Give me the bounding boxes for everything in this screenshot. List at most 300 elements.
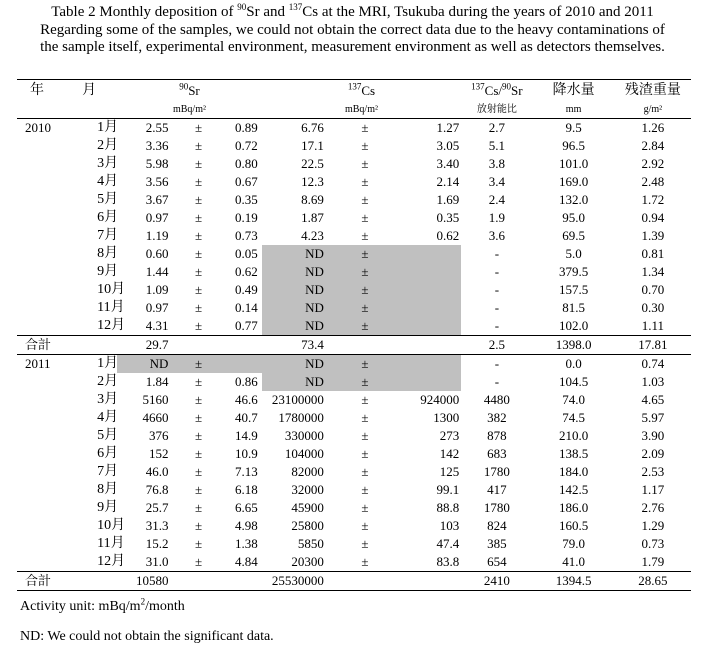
residue-cell: 0.30 [641,300,665,315]
sr90-plusminus-cell: ± [194,518,203,533]
sr90-plusminus-cell: ± [194,138,203,153]
ratio-cell: 824 [487,518,507,533]
precipitation-cell: 101.0 [558,156,589,171]
year-cell [17,391,72,409]
precipitation-cell: 69.5 [562,228,585,243]
cs137-value-cell: 104000 [284,446,324,461]
cs137-error-cell [396,336,461,355]
cs137-plusminus-cell: ± [361,482,369,497]
sr90-value-cell: 15.2 [145,536,169,551]
cs137-error-cell: 47.4 [436,536,460,551]
cs137-plusminus-cell: ± [361,210,369,225]
sr90-plusminus-cell: ± [194,156,203,171]
ratio-cell: 683 [487,446,507,461]
precipitation-cell: 9.5 [565,120,582,135]
table-caption [0,4,705,57]
year-cell [17,499,72,517]
month-cell: 1月 [97,120,119,135]
table-row [17,391,691,409]
sr90-value-cell: 5.98 [145,156,169,171]
sr90-plusminus-cell: ± [194,318,203,333]
sr90-error-cell: 0.19 [234,210,258,225]
sr90-plusminus-cell: ± [172,355,224,374]
cs137-error-cell [396,281,461,299]
table-row [17,263,691,281]
nd-note: ND: We could not obtain the significant data. [20,629,274,644]
month-cell: 3月 [97,392,119,407]
sr90-error-cell: 0.67 [234,174,258,189]
cs137-plusminus-cell: ± [361,410,369,425]
table-row [17,517,691,535]
sr90-value-cell: 4660 [142,410,169,425]
month-cell: 10月 [97,518,126,533]
sr90-plusminus-cell: ± [194,464,203,479]
precipitation-cell: 1394.5 [532,572,614,591]
ratio-cell: - [494,246,500,261]
cs137-value-cell: 32000 [291,482,324,497]
sr90-value-cell: 0.97 [145,300,169,315]
cs137-error-cell [396,373,461,391]
cs137-value-cell: 12.3 [301,174,324,189]
precipitation-cell: 138.5 [558,446,589,461]
sr90-error-cell: 0.14 [234,300,258,315]
sr90-plusminus-cell: ± [194,428,203,443]
sr90-error-cell: 0.73 [234,228,258,243]
cs137-value-cell: 1.87 [301,210,324,225]
unit-sr90: mBq/m² [172,104,206,115]
sr90-value-cell: 3.36 [145,138,169,153]
month-cell: 6月 [97,446,119,461]
ratio-cell: 382 [487,410,507,425]
year-cell [17,263,72,281]
cs137-value-cell: 4.23 [301,228,324,243]
month-cell: 4月 [97,174,119,189]
sr90-plusminus-cell: ± [194,246,203,261]
residue-cell: 1.17 [641,482,665,497]
ratio-cell: - [494,300,500,315]
unit-residue: g/m² [643,104,663,115]
year-cell [17,553,72,572]
cs137-plusminus-cell: ± [361,428,369,443]
ratio-cell: - [494,282,500,297]
table-row [17,245,691,263]
year-cell: 2010 [25,120,51,135]
caption-line-2: Regarding some of the samples, we could not obtain the correct data due to the heavy contaminations of [40,21,665,38]
ratio-cell: 1.9 [488,210,505,225]
month-cell: 6月 [97,210,119,225]
sr90-value-cell: 3.67 [145,192,169,207]
sr90-value-cell: 2.55 [145,120,169,135]
cs137-error-cell: 1.27 [436,120,460,135]
cs137-value-cell: 20300 [291,554,324,569]
caption-line-3: the sample itself, experimental environment, measurement environment as well as detectors themselves. [40,39,665,55]
month-cell: 8月 [97,246,119,261]
sr90-value-cell: 0.60 [145,246,169,261]
sr90-value-cell: 1.44 [145,264,169,279]
precipitation-cell: 169.0 [558,174,589,189]
cs137-plusminus-cell: ± [361,554,369,569]
sr90-plusminus-cell: ± [194,174,203,189]
precipitation-cell: 104.5 [558,374,589,389]
sr90-plusminus-cell: ± [194,482,203,497]
month-cell: 2月 [97,138,119,153]
cs137-value-cell: 6.76 [301,120,324,135]
sr90-value-cell: 76.8 [145,482,169,497]
sr90-error-cell [225,355,262,374]
sr90-error-cell: 0.35 [234,192,258,207]
month-cell: 7月 [97,228,119,243]
month-cell: 9月 [97,500,119,515]
precipitation-cell: 79.0 [562,536,585,551]
table-row [17,373,691,391]
sr90-value-cell: 29.7 [117,336,172,355]
cs137-plusminus-cell [334,336,396,355]
cs137-value-cell: ND [262,373,334,391]
cs137-error-cell [396,299,461,317]
unit-cs137: mBq/m² [344,104,378,115]
ratio-cell: 2410 [461,572,532,591]
residue-cell: 1.26 [641,120,665,135]
cs137-plusminus-cell: ± [334,245,396,263]
year-cell [17,245,72,263]
residue-cell: 5.97 [641,410,665,425]
sr90-plusminus-cell: ± [194,554,203,569]
caption-line-1: Table 2 Monthly deposition of $^{90}$Sr and $^{137}$Cs at the MRI, Tsukuba during the years of 2010 and 2011 [51,2,654,20]
residue-cell: 0.94 [641,210,665,225]
ratio-cell: 3.6 [488,228,505,243]
residue-cell: 2.09 [641,446,665,461]
ratio-cell: - [494,374,500,389]
sr90-value-cell: 1.19 [145,228,169,243]
unit-ratio: 放射能比 [476,104,517,115]
cs137-plusminus-cell: ± [334,355,396,374]
cs137-plusminus-cell: ± [334,263,396,281]
residue-cell: 1.39 [641,228,665,243]
precipitation-cell: 210.0 [558,428,589,443]
sr90-error-cell: 1.38 [234,536,258,551]
table-row [17,427,691,445]
table-row [17,299,691,317]
month-cell: 10月 [97,282,126,297]
cs137-error-cell: 2.14 [436,174,460,189]
residue-cell: 17.81 [615,336,691,355]
table-row [17,209,691,227]
month-cell: 1月 [97,356,119,371]
year-cell [17,463,72,481]
precipitation-cell: 142.5 [558,482,589,497]
sr90-plusminus-cell [172,336,224,355]
sr90-error-cell: 0.62 [234,264,258,279]
cs137-error-cell: 0.35 [436,210,460,225]
ratio-cell: 2.7 [488,120,505,135]
precipitation-cell: 96.5 [562,138,585,153]
year-cell [17,227,72,245]
ratio-cell: 3.8 [488,156,505,171]
year-cell [17,517,72,535]
cs137-value-cell: 22.5 [301,156,324,171]
residue-cell: 1.72 [641,192,665,207]
month-cell: 8月 [97,482,119,497]
residue-cell: 2.76 [641,500,665,515]
cs137-value-cell: 82000 [291,464,324,479]
cs137-value-cell: ND [262,263,334,281]
sr90-value-cell: 4.31 [145,318,169,333]
sr90-error-cell [225,336,262,355]
unit-precipitation: mm [565,104,582,115]
cs137-plusminus-cell: ± [334,317,396,336]
residue-cell: 1.11 [641,318,664,333]
sr90-error-cell [225,572,262,591]
cs137-error-cell: 83.8 [436,554,460,569]
table-row [17,119,691,138]
cs137-plusminus-cell: ± [361,192,369,207]
sr90-value-cell: 10580 [117,572,172,591]
residue-cell: 1.03 [641,374,665,389]
sr90-error-cell: 4.84 [234,554,258,569]
cs137-value-cell: 8.69 [301,192,324,207]
sr90-value-cell: 1.09 [145,282,169,297]
cs137-error-cell: 99.1 [436,482,460,497]
cs137-value-cell: ND [262,317,334,336]
table-row [17,409,691,427]
unit-row [17,102,691,119]
precipitation-cell: 184.0 [558,464,589,479]
residue-cell: 0.73 [641,536,665,551]
year-cell: 合計 [17,336,72,355]
cs137-value-cell: 1780000 [278,410,324,425]
cs137-plusminus-cell: ± [334,373,396,391]
table-row [17,355,691,374]
residue-cell: 28.65 [615,572,691,591]
cs137-plusminus-cell: ± [361,174,369,189]
month-cell: 4月 [97,410,119,425]
year-cell [17,299,72,317]
month-cell: 11月 [97,300,125,315]
cs137-error-cell: 3.05 [436,138,460,153]
cs137-value-cell: 73.4 [262,336,334,355]
ratio-cell: 4480 [483,392,510,407]
sr90-value-cell: 3.56 [145,174,169,189]
ratio-cell: 3.4 [488,174,505,189]
year-cell [17,317,72,336]
cs137-plusminus-cell [334,572,396,591]
cs137-value-cell: ND [262,281,334,299]
ratio-cell: 1780 [483,464,510,479]
sr90-value-cell: 5160 [142,392,169,407]
month-cell: 5月 [97,192,119,207]
year-cell [17,155,72,173]
table-row [17,499,691,517]
ratio-cell: 1780 [483,500,510,515]
activity-unit-note: Activity unit: mBq/$m^2$/month [20,596,185,614]
header-residue: 残渣重量 [624,83,681,98]
sr90-value-cell: 1.84 [145,374,169,389]
table-row [17,535,691,553]
precipitation-cell: 95.0 [562,210,585,225]
cs137-plusminus-cell: ± [361,518,369,533]
ratio-cell: 878 [487,428,507,443]
sr90-error-cell: 0.86 [234,374,258,389]
residue-cell: 0.74 [641,356,665,371]
cs137-error-cell: 3.40 [436,156,460,171]
table-notes [20,592,274,652]
precipitation-cell: 132.0 [558,192,589,207]
cs137-plusminus-cell: ± [361,464,369,479]
cs137-error-cell [396,317,461,336]
table-row [17,155,691,173]
sr90-value-cell: 0.97 [145,210,169,225]
ratio-cell: - [494,264,500,279]
ratio-cell: 654 [487,554,507,569]
cs137-plusminus-cell: ± [334,281,396,299]
residue-cell: 3.90 [641,428,665,443]
cs137-plusminus-cell: ± [361,536,369,551]
sr90-error-cell: 0.49 [234,282,258,297]
year-cell [17,481,72,499]
residue-cell: 1.34 [641,264,665,279]
sr90-value-cell: 152 [148,446,169,461]
cs137-error-cell: 125 [439,464,460,479]
cs137-error-cell: 924000 [420,392,460,407]
sr90-error-cell: 7.13 [234,464,258,479]
deposition-table [17,79,691,591]
precipitation-cell: 379.5 [558,264,589,279]
table-row [17,191,691,209]
ratio-cell: 5.1 [488,138,505,153]
table-row [17,227,691,245]
table-row [17,463,691,481]
table-row [17,137,691,155]
year-cell: 2011 [25,356,51,371]
header-cs137: $^{137}$Cs [347,81,376,98]
cs137-value-cell: 5850 [297,536,324,551]
precipitation-cell: 160.5 [558,518,589,533]
year-cell [17,445,72,463]
year-cell [17,209,72,227]
sr90-value-cell: 46.0 [145,464,169,479]
sr90-error-cell: 14.9 [234,428,258,443]
ratio-cell: 2.5 [461,336,532,355]
sr90-plusminus-cell: ± [194,374,203,389]
month-cell [72,572,117,591]
ratio-cell: 2.4 [488,192,505,207]
cs137-error-cell [396,355,461,374]
month-cell: 12月 [97,554,126,569]
precipitation-cell: 0.0 [565,356,582,371]
year-cell [17,409,72,427]
sr90-plusminus-cell: ± [194,228,203,243]
precipitation-cell: 1398.0 [532,336,614,355]
residue-cell: 1.29 [641,518,665,533]
month-cell [72,336,117,355]
year-cell [17,191,72,209]
month-cell: 7月 [97,464,119,479]
table-row [17,481,691,499]
sr90-value-cell: ND [117,355,172,374]
month-cell: 11月 [97,536,125,551]
sr90-error-cell: 46.6 [234,392,258,407]
header-sr90: $^{90}$Sr [179,81,200,98]
precipitation-cell: 74.0 [562,392,585,407]
sr90-value-cell: 31.3 [145,518,169,533]
table-row [17,173,691,191]
sr90-error-cell: 6.18 [234,482,258,497]
year-cell: 合計 [17,572,72,591]
header-row [17,80,691,103]
ratio-cell: 417 [487,482,507,497]
cs137-value-cell: 330000 [284,428,324,443]
cs137-error-cell: 88.8 [436,500,460,515]
sr90-plusminus-cell: ± [194,192,203,207]
cs137-value-cell: 25800 [291,518,324,533]
header-precipitation: 降水量 [552,83,595,98]
precipitation-cell: 74.5 [562,410,585,425]
cs137-plusminus-cell: ± [361,120,369,135]
residue-cell: 2.48 [641,174,665,189]
table-row [17,281,691,299]
cs137-error-cell: 103 [439,518,460,533]
total-row [17,572,691,591]
cs137-plusminus-cell: ± [361,500,369,515]
cs137-value-cell: 45900 [291,500,324,515]
cs137-error-cell: 273 [439,428,460,443]
residue-cell: 1.79 [641,554,665,569]
sr90-error-cell: 0.72 [234,138,258,153]
cs137-error-cell: 1300 [433,410,460,425]
sr90-plusminus-cell: ± [194,300,203,315]
sr90-plusminus-cell: ± [194,392,203,407]
sr90-plusminus-cell [172,572,224,591]
month-cell: 3月 [97,156,119,171]
sr90-error-cell: 6.65 [234,500,258,515]
sr90-value-cell: 31.0 [145,554,169,569]
year-cell [17,137,72,155]
ratio-cell: - [494,356,500,371]
sr90-plusminus-cell: ± [194,120,203,135]
cs137-error-cell [396,245,461,263]
sr90-plusminus-cell: ± [194,536,203,551]
table-row [17,445,691,463]
sr90-error-cell: 0.80 [234,156,258,171]
sr90-error-cell: 4.98 [234,518,258,533]
sr90-error-cell: 0.77 [234,318,258,333]
cs137-value-cell: 25530000 [262,572,334,591]
sr90-error-cell: 10.9 [234,446,258,461]
cs137-plusminus-cell: ± [361,228,369,243]
sr90-error-cell: 0.89 [234,120,258,135]
residue-cell: 2.84 [641,138,665,153]
cs137-value-cell: ND [262,355,334,374]
residue-cell: 0.81 [641,246,665,261]
table-row [17,317,691,336]
cs137-value-cell: 23100000 [271,392,324,407]
year-cell [17,173,72,191]
residue-cell: 2.92 [641,156,665,171]
year-cell [17,535,72,553]
cs137-error-cell: 0.62 [436,228,460,243]
precipitation-cell: 81.5 [562,300,585,315]
sr90-plusminus-cell: ± [194,210,203,225]
sr90-plusminus-cell: ± [194,264,203,279]
month-cell: 2月 [97,374,119,389]
month-cell: 5月 [97,428,119,443]
year-cell [17,373,72,391]
precipitation-cell: 41.0 [562,554,585,569]
precipitation-cell: 5.0 [565,246,582,261]
cs137-plusminus-cell: ± [361,446,369,461]
cs137-plusminus-cell: ± [361,156,369,171]
cs137-plusminus-cell: ± [361,138,369,153]
